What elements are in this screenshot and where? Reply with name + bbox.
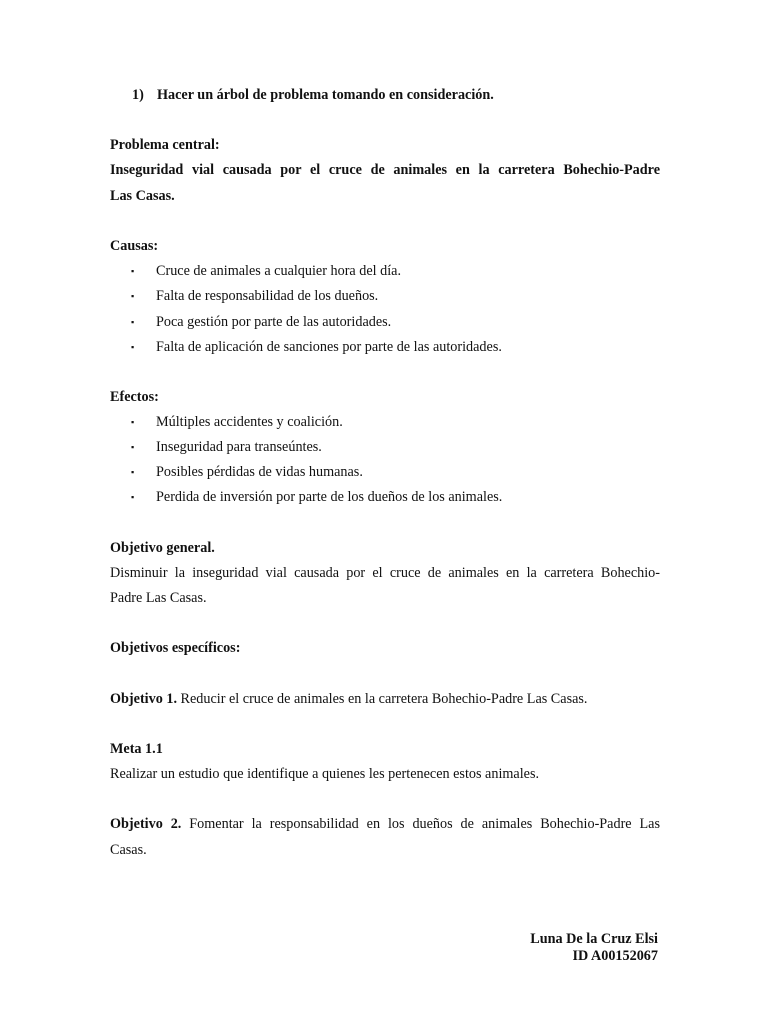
causa-item: Poca gestión por parte de las autoridades.: [156, 314, 392, 330]
efecto-item: Múltiples accidentes y coalición.: [156, 414, 343, 430]
efecto-item: Perdida de inversión por parte de los dueños de los animales.: [156, 489, 503, 505]
objetivos-especificos-label: Objetivos específicos:: [110, 640, 241, 656]
meta-1-1-label: Meta 1.1: [110, 741, 163, 757]
bullet-icon: ▪: [131, 417, 135, 427]
bullet-icon: ▪: [131, 342, 135, 352]
problema-label: Problema central:: [110, 137, 220, 153]
objetivo-2: [110, 815, 660, 833]
objetivo-2-label: Objetivo 2.: [110, 816, 182, 832]
objetivo-general-label: Objetivo general.: [110, 540, 215, 556]
efectos-label: Efectos:: [110, 389, 159, 405]
bullet-icon: ▪: [131, 291, 135, 301]
objetivo-1-text: Reducir el cruce de animales en la carretera Bohechio-Padre Las Casas.: [180, 691, 588, 707]
objetivo-2-text: Fomentar la responsabilidad en los dueños de animales Bohechio-Padre Las: [189, 816, 660, 832]
causa-item: Falta de aplicación de sanciones por parte de las autoridades.: [156, 339, 502, 355]
causa-item: Falta de responsabilidad de los dueños.: [156, 288, 379, 304]
objetivo-1-label: Objetivo 1.: [110, 691, 177, 707]
efecto-item: Posibles pérdidas de vidas humanas.: [156, 464, 363, 480]
objetivo-general-line-1: Disminuir la inseguridad vial causada por el cruce de animales en la carretera Bohechio-: [110, 565, 660, 581]
author-name: Luna De la Cruz Elsi: [530, 931, 658, 947]
efecto-item: Inseguridad para transeúntes.: [156, 439, 322, 455]
objetivo-2-line-2: Casas.: [110, 842, 147, 858]
bullet-icon: ▪: [131, 492, 135, 502]
heading-number: 1): [132, 87, 144, 103]
author-id: ID A00152067: [572, 948, 658, 964]
causas-label: Causas:: [110, 238, 159, 254]
causa-item: Cruce de animales a cualquier hora del día.: [156, 263, 402, 279]
problema-line-1: Inseguridad vial causada por el cruce de animales en la carretera Bohechio-Padre: [110, 162, 660, 178]
bullet-icon: ▪: [131, 317, 135, 327]
objetivo-1: [110, 690, 587, 708]
objetivo-general-line-2: Padre Las Casas.: [110, 590, 207, 606]
bullet-icon: ▪: [131, 467, 135, 477]
problema-line-2: Las Casas.: [110, 188, 175, 204]
bullet-icon: ▪: [131, 266, 135, 276]
bullet-icon: ▪: [131, 442, 135, 452]
heading-text: Hacer un árbol de problema tomando en consideración.: [157, 87, 494, 103]
meta-1-1-text: Realizar un estudio que identifique a quienes les pertenecen estos animales.: [110, 766, 540, 782]
